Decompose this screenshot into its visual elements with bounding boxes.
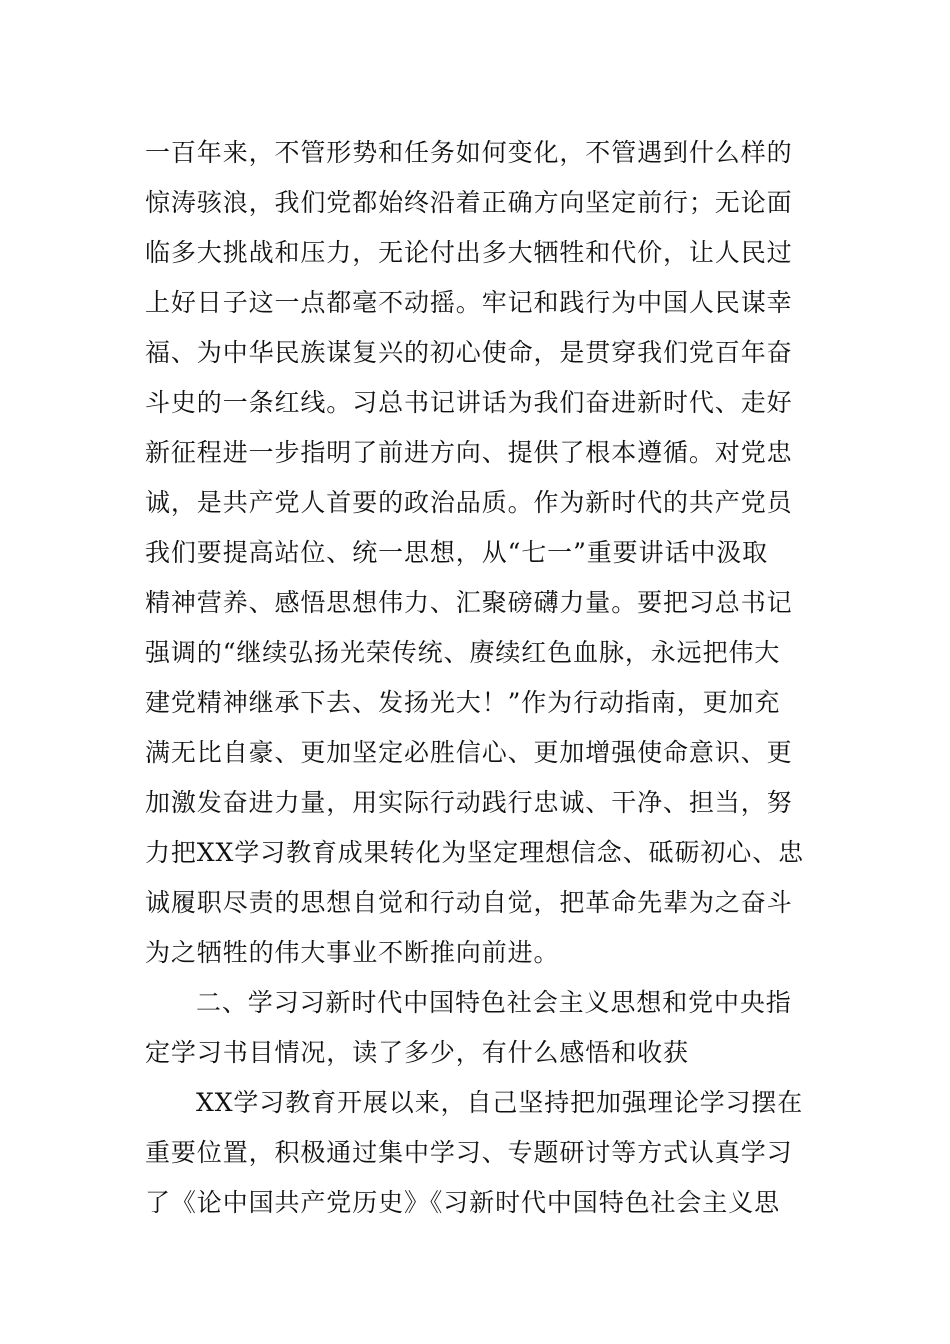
text-line: 一百年来，不管形势和任务如何变化，不管遇到什么样的 xyxy=(145,138,793,167)
section-heading-line: 二、学习习新时代中国特色社会主义思想和党中央指 xyxy=(196,988,792,1017)
text-line: 惊涛骇浪，我们党都始终沿着正确方向坚定前行；无论面 xyxy=(145,188,793,217)
text-line: 了《论中国共产党历史》《习新时代中国特色社会主义思 xyxy=(145,1188,781,1217)
text-line: 临多大挑战和压力，无论付出多大牺牲和代价，让人民过 xyxy=(145,238,793,267)
text-line: 建党精神继承下去、发扬光大！”作为行动指南，更加充 xyxy=(145,688,781,717)
text-line: 重要位置，积极通过集中学习、专题研讨等方式认真学习 xyxy=(145,1138,793,1167)
text-line: 上好日子这一点都毫不动摇。牢记和践行为中国人民谋幸 xyxy=(145,288,793,317)
text-line: 加激发奋进力量，用实际行动践行忠诚、干净、担当，努 xyxy=(145,788,793,817)
text-line: 斗史的一条红线。习总书记讲话为我们奋进新时代、走好 xyxy=(145,388,793,417)
text-line: 力把XX学习教育成果转化为坚定理想信念、砥砺初心、忠 xyxy=(145,838,804,867)
text-line: 为之牺牲的伟大事业不断推向前进。 xyxy=(145,938,560,967)
text-line: 诚，是共产党人首要的政治品质。作为新时代的共产党员 xyxy=(145,488,793,517)
section-heading-line: 定学习书目情况，读了多少，有什么感悟和收获 xyxy=(145,1038,689,1067)
text-line: 我们要提高站位、统一思想，从“七一”重要讲话中汲取 xyxy=(145,538,769,567)
text-line: 强调的“继续弘扬光荣传统、赓续红色血脉，永远把伟大 xyxy=(145,638,781,667)
text-line: XX学习教育开展以来，自己坚持把加强理论学习摆在 xyxy=(196,1088,804,1117)
text-line: 满无比自豪、更加坚定必胜信心、更加增强使命意识、更 xyxy=(145,738,793,767)
text-line: 诚履职尽责的思想自觉和行动自觉，把革命先辈为之奋斗 xyxy=(145,888,793,917)
text-line: 新征程进一步指明了前进方向、提供了根本遵循。对党忠 xyxy=(145,438,793,467)
text-line: 精神营养、感悟思想伟力、汇聚磅礴力量。要把习总书记 xyxy=(145,588,793,617)
text-line: 福、为中华民族谋复兴的初心使命，是贯穿我们党百年奋 xyxy=(145,338,793,367)
